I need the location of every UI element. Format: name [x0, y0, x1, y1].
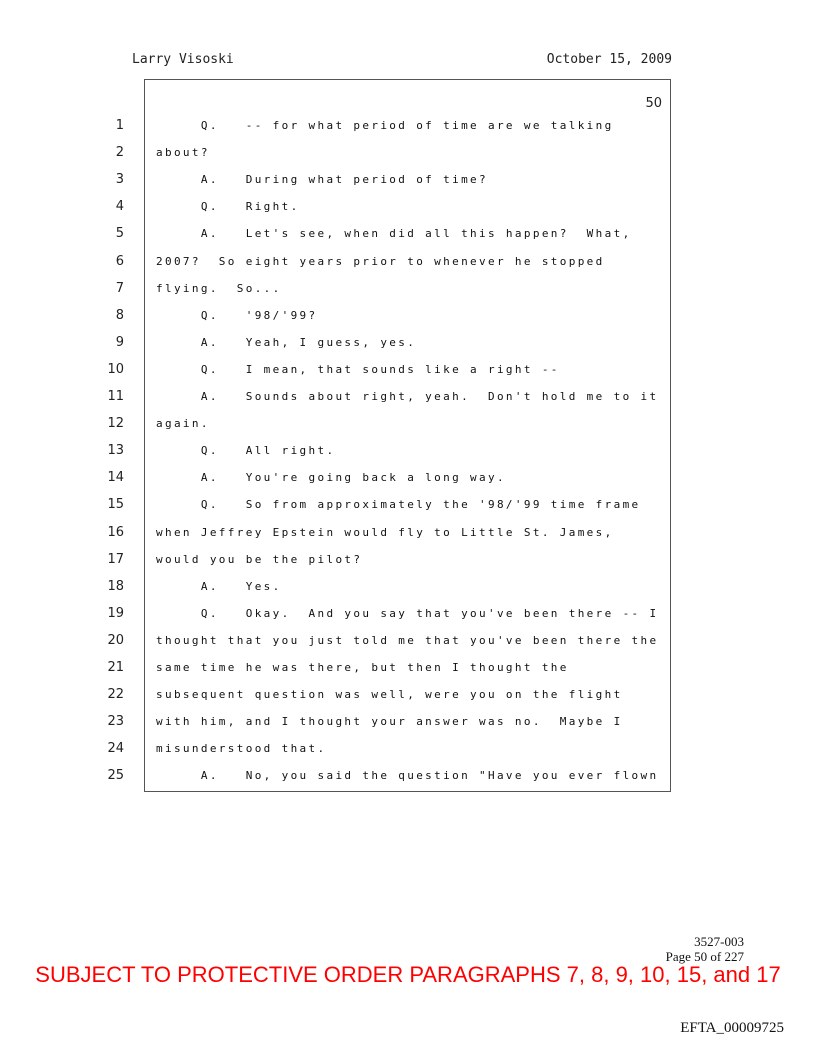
transcript-line: Q. '98/'99?	[156, 308, 318, 322]
line-number: 22	[107, 687, 124, 703]
transcript-line: A. You're going back a long way.	[156, 471, 506, 485]
transcript-line: misunderstood that.	[156, 742, 327, 756]
line-number: 9	[115, 334, 124, 350]
transcript-line: A. Yes.	[156, 579, 282, 593]
line-number: 12	[107, 416, 124, 432]
transcript-line: when Jeffrey Epstein would fly to Little St. James,	[156, 525, 614, 539]
line-number: 19	[107, 605, 124, 621]
line-number: 21	[107, 660, 124, 675]
transcript-line: Q. I mean, that sounds like a right --	[156, 362, 560, 376]
transcript-line: 2007? So eight years prior to whenever he stopped	[156, 254, 605, 268]
transcript-line: A. Let's see, when did all this happen? What,	[156, 227, 632, 241]
line-number: 17	[107, 551, 124, 567]
transcript-line: A. Sounds about right, yeah. Don't hold me to it	[156, 390, 659, 403]
page-of-total: Page 50 of 227	[665, 949, 744, 964]
transcript-page-number: 50	[645, 96, 662, 111]
transcript-line: A. No, you said the question "Have you ever flown	[156, 769, 659, 783]
case-number: 3527-003	[694, 934, 744, 949]
line-number: 16	[107, 524, 124, 540]
line-number: 23	[107, 714, 124, 730]
deposition-date: October 15, 2009	[546, 52, 672, 67]
transcript-line: Q. So from approximately the '98/'99 time frame	[156, 498, 641, 512]
line-number: 25	[107, 768, 124, 784]
line-number: 11	[107, 389, 124, 404]
line-number: 7	[115, 280, 124, 296]
transcript-line: flying. So...	[156, 281, 282, 295]
transcript-line: about?	[156, 146, 210, 160]
transcript-line: Q. All right.	[156, 444, 336, 458]
line-number: 2	[115, 145, 124, 161]
transcript-line: again.	[156, 417, 210, 431]
transcript-line: would you be the pilot?	[156, 552, 363, 566]
transcript-line: thought that you just told me that you've been there the	[156, 633, 659, 647]
line-number: 10	[107, 361, 124, 377]
witness-name: Larry Visoski	[132, 52, 234, 67]
line-number: 15	[107, 497, 124, 513]
line-number: 3	[115, 172, 124, 188]
line-number: 8	[115, 307, 124, 323]
line-number: 18	[107, 578, 124, 594]
line-number: 24	[107, 741, 124, 757]
transcript-line: same time he was there, but then I thought the	[156, 661, 569, 674]
line-number: 4	[115, 199, 124, 215]
transcript-line: subsequent question was well, were you on the flight	[156, 688, 623, 702]
transcript-line: Q. Right.	[156, 200, 300, 214]
line-number: 1	[115, 118, 124, 133]
transcript-line: Q. -- for what period of time are we talking	[156, 119, 614, 132]
bates-number: EFTA_00009725	[680, 1020, 784, 1036]
line-number: 20	[107, 632, 124, 648]
line-number: 14	[107, 470, 124, 486]
line-number: 5	[115, 226, 124, 242]
transcript-line: A. Yeah, I guess, yes.	[156, 335, 417, 349]
line-number: 13	[107, 443, 124, 459]
line-number: 6	[115, 253, 124, 269]
protective-order-notice: SUBJECT TO PROTECTIVE ORDER PARAGRAPHS 7, 8, 9, 10, 15, and 17	[35, 962, 781, 987]
transcript-line: Q. Okay. And you say that you've been there -- I	[156, 606, 659, 620]
transcript-line: with him, and I thought your answer was no. Maybe I	[156, 715, 623, 729]
transcript-line: A. During what period of time?	[156, 173, 488, 187]
